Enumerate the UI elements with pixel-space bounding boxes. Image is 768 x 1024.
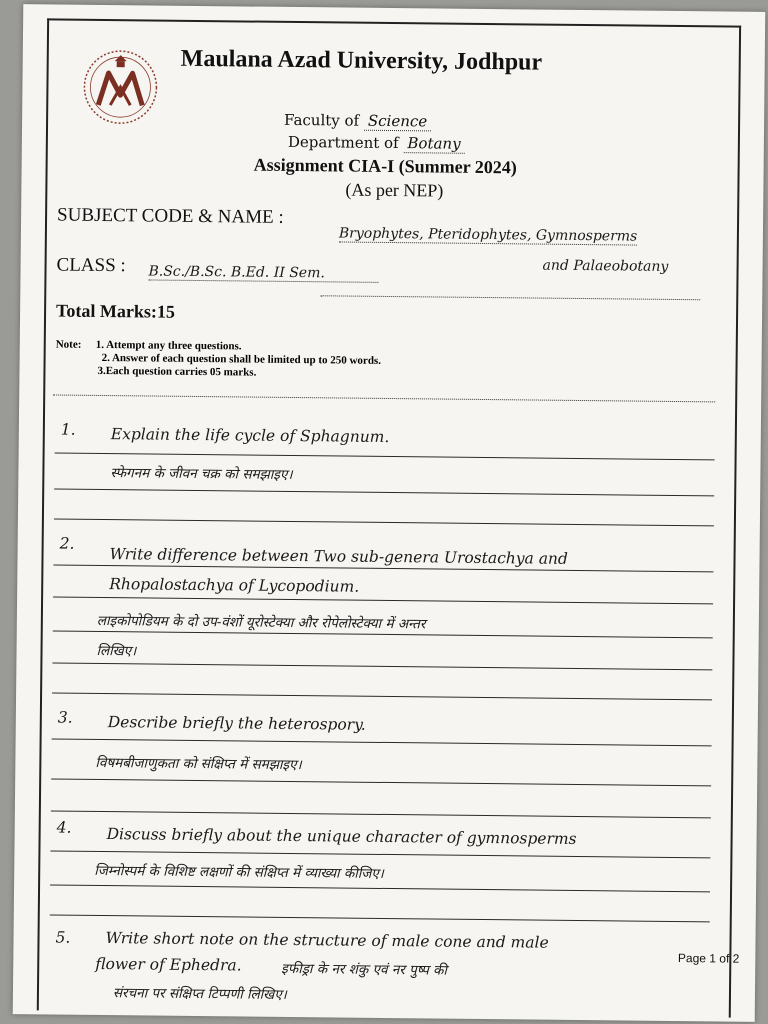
total-marks: Total Marks:15 (55, 300, 176, 322)
question-2-hindi-cont: लिखिए। (96, 642, 137, 660)
nep-note: (As per NEP) (345, 179, 444, 201)
department-value: Botany (403, 134, 464, 154)
question-3-english: Describe briefly the heterospory. (107, 713, 366, 734)
question-2-english: Write difference between Two sub-genera Urostachya and (109, 545, 568, 568)
question-2-hindi: लाइकोपोडियम के दो उप-वंशों यूरोस्टेक्या और रोपेलोस्टेक्या में अन्तर (96, 612, 426, 633)
department-label: Department of (287, 132, 399, 153)
university-seal-icon (80, 47, 161, 128)
question-4-number: 4. (56, 818, 72, 837)
question-2-number: 2. (59, 534, 75, 553)
faculty-label: Faculty of (284, 110, 360, 130)
note-item: 2. Answer of each question shall be limited up to 250 words. (101, 351, 382, 367)
question-5-english: Write short note on the structure of male cone and male (105, 929, 549, 952)
subject-value-cont: and Palaeobotany (542, 257, 669, 275)
department-line (288, 133, 465, 153)
page-number: Page 1 of 2 (677, 951, 740, 966)
question-1-number: 1. (60, 420, 76, 439)
question-5-hindi-inline: इफीड्रा के नर शंकु एवं नर पुष्प की (281, 960, 448, 979)
faculty-line (284, 111, 431, 131)
assignment-title: Assignment CIA-I (Summer 2024) (253, 154, 517, 178)
subject-label: SUBJECT CODE & NAME : (56, 204, 284, 228)
class-value: B.Sc./B.Sc. B.Ed. II Sem. (148, 263, 378, 282)
assignment-sheet (13, 4, 766, 1022)
question-2-english-cont: Rhopalostachya of Lycopodium. (109, 575, 360, 596)
question-5-number: 5. (55, 928, 71, 947)
subject-value: Bryophytes, Pteridophytes, Gymnosperms (338, 225, 638, 245)
question-3-hindi: विषमबीजाणुकता को संक्षिप्त में समझाइए। (95, 754, 302, 774)
note-item: 1. Attempt any three questions. (95, 338, 242, 353)
question-1-hindi: स्फेगनम के जीवन चक्र को समझाइए। (110, 465, 293, 483)
question-4-hindi: जिम्नोस्पर्म के विशिष्ट लक्षणों की संक्षिप्त में व्याख्या कीजिए। (94, 862, 384, 882)
question-4-english: Discuss briefly about the unique character of gymnosperms (106, 825, 577, 848)
question-1-english: Explain the life cycle of Sphagnum. (110, 425, 390, 446)
university-name: Maulana Azad University, Jodhpur (180, 45, 543, 76)
note-label: Note: (55, 338, 82, 351)
question-3-number: 3. (57, 708, 73, 727)
class-label: CLASS : (56, 254, 126, 277)
question-5-hindi: संरचना पर संक्षिप्त टिप्पणी लिखिए। (112, 985, 287, 1003)
note-item: 3.Each question carries 05 marks. (97, 364, 257, 379)
question-5-english-cont: flower of Ephedra. (95, 954, 242, 975)
faculty-value: Science (364, 112, 431, 132)
